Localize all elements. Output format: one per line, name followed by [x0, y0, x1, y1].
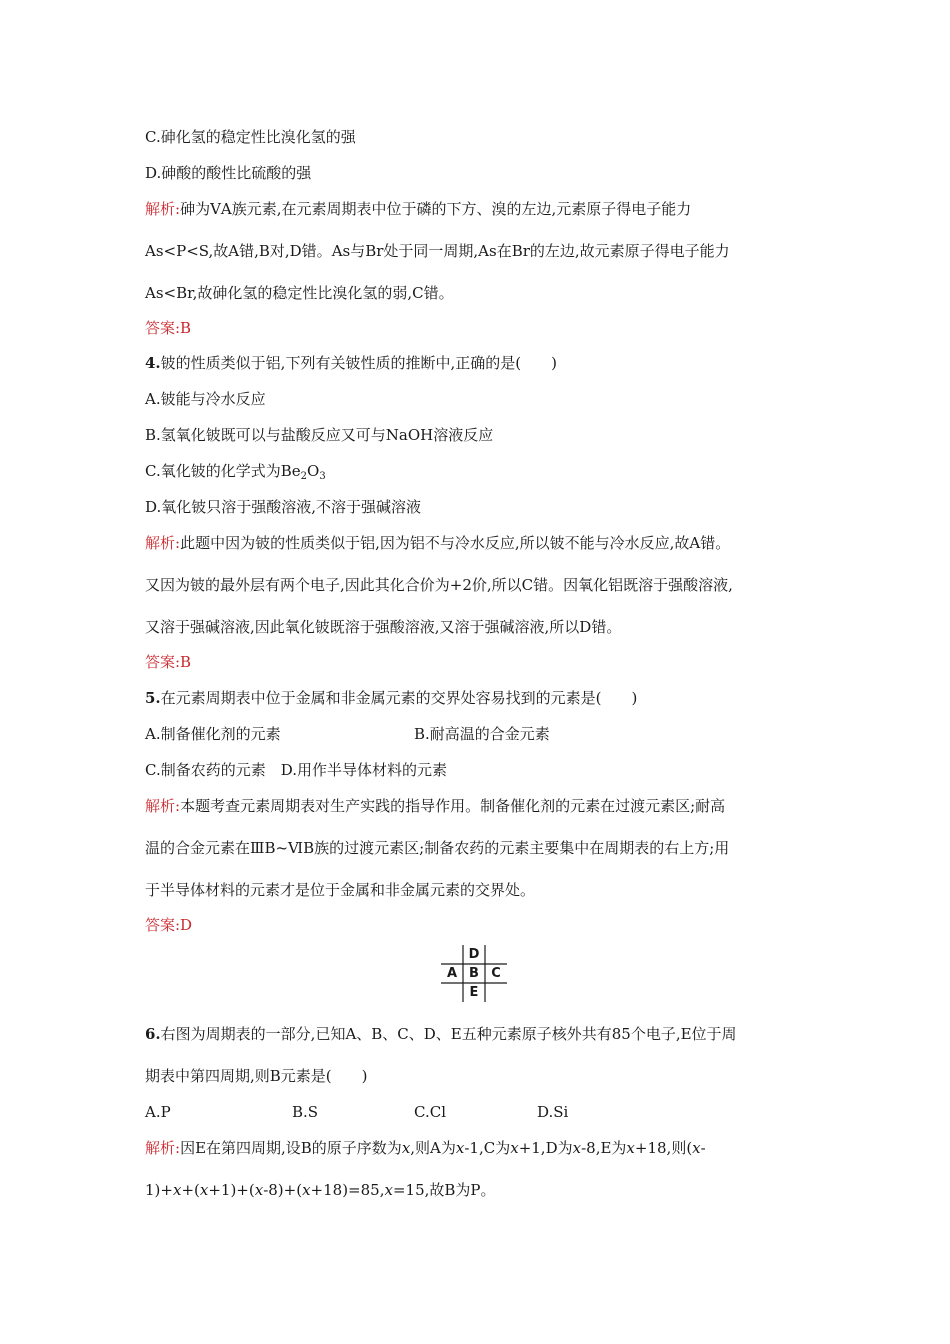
var-x: x [572, 1139, 582, 1157]
cell-e: E [469, 985, 479, 1000]
q4c-text: C.氧化铍的化学式为Be [145, 462, 301, 480]
option-c-line: C.砷化氢的稳定性比溴化氢的强 [145, 128, 356, 146]
question-6-line-1 [145, 1024, 737, 1044]
q6-explanation-1 [145, 1138, 706, 1158]
explanation-line-1 [145, 199, 691, 219]
explanation-label: 解析: [145, 534, 181, 552]
var-x: x [384, 1181, 393, 1199]
explanation-line-3: As<Br,故砷化氢的稳定性比溴化氢的弱,C错。 [145, 284, 454, 302]
option-d-line: D.砷酸的酸性比硫酸的强 [145, 164, 312, 182]
q4-option-d: D.氧化铍只溶于强酸溶液,不溶于强碱溶液 [145, 498, 422, 516]
q5-answer: 答案:D [145, 916, 193, 934]
q5-option-b: B.耐高温的合金元素 [414, 725, 550, 743]
question-4 [145, 353, 557, 373]
question-5 [145, 688, 637, 708]
q6-option-c: C.Cl [414, 1103, 446, 1121]
q6-option-d: D.Si [537, 1103, 569, 1121]
var-x: x [199, 1181, 209, 1199]
q5-option-cd: C.制备农药的元素 D.用作半导体材料的元素 [145, 761, 447, 779]
q4-option-b: B.氢氧化铍既可以与盐酸反应又可与NaOH溶液反应 [145, 426, 494, 444]
question-number: 4. [145, 354, 161, 372]
q4-option-a: A.铍能与冷水反应 [145, 390, 266, 408]
explanation-line-2: As<P<S,故A错,B对,D错。As与Br处于同一周期,As在Br的左边,故元素原子得电子能力 [145, 242, 730, 260]
cell-d: D [468, 947, 480, 962]
explanation-text: +1)+( [208, 1181, 255, 1199]
explanation-label: 解析: [145, 797, 181, 815]
var-x: x [626, 1139, 635, 1157]
explanation-text: +( [181, 1181, 200, 1199]
cell-a: A [446, 966, 458, 981]
q4-explanation-2: 又因为铍的最外层有两个电子,因此其化合价为+2价,所以C错。因氧化铝既溶于强酸溶液, [145, 576, 733, 594]
explanation-text: -8)+( [263, 1181, 303, 1199]
q5-explanation-1 [145, 796, 725, 816]
q4-explanation-3: 又溶于强碱溶液,因此氧化铍既溶于强酸溶液,又溶于强碱溶液,所以D错。 [145, 618, 622, 636]
q4-option-c [145, 461, 326, 487]
explanation-text: -1,C为 [464, 1139, 511, 1157]
explanation-label: 解析: [145, 1139, 181, 1157]
q4-explanation-1 [145, 533, 730, 553]
q6-option-a: A.P [145, 1103, 171, 1121]
explanation-text: =15,故B为P。 [392, 1181, 496, 1199]
explanation-text: 1)+ [145, 1181, 173, 1199]
var-x: x [302, 1181, 311, 1199]
q6-option-b: B.S [292, 1103, 319, 1121]
explanation-text: ,则A为 [410, 1139, 456, 1157]
var-x: x [254, 1181, 264, 1199]
explanation-text: -8,E为 [581, 1139, 627, 1157]
periodic-table-fragment [441, 945, 507, 1002]
q4-answer: 答案:B [145, 653, 192, 671]
q4c-subscript-2: 3 [319, 471, 326, 482]
explanation-text: +18,则( [634, 1139, 693, 1157]
var-x: x [510, 1139, 519, 1157]
var-x: x [455, 1139, 465, 1157]
question-text: 铍的性质类似于铝,下列有关铍性质的推断中,正确的是( ) [160, 354, 557, 372]
var-x: x [401, 1139, 411, 1157]
q5-explanation-2: 温的合金元素在ⅢB~ⅥB族的过渡元素区;制备农药的元素主要集中在周期表的右上方;用 [145, 839, 730, 857]
explanation-text: 此题中因为铍的性质类似于铝,因为铝不与冷水反应,所以铍不能与冷水反应,故A错。 [180, 534, 731, 552]
cell-b: B [469, 966, 479, 981]
var-x: x [692, 1139, 701, 1157]
explanation-label: 解析: [145, 200, 181, 218]
q5-explanation-3: 于半导体材料的元素才是位于金属和非金属元素的交界处。 [145, 881, 536, 899]
question-number: 5. [145, 689, 161, 707]
q6-explanation-2 [145, 1180, 496, 1200]
q5-option-a: A.制备催化剂的元素 [145, 725, 281, 743]
q4c-oxygen: O [307, 462, 320, 480]
question-6-line-2: 期表中第四周期,则B元素是( ) [145, 1067, 368, 1085]
q4c-subscript-1: 2 [300, 471, 307, 482]
explanation-text: +1,D为 [518, 1139, 573, 1157]
explanation-text: 因E在第四周期,设B的原子序数为 [180, 1139, 402, 1157]
explanation-text: 砷为ⅤA族元素,在元素周期表中位于磷的下方、溴的左边,元素原子得电子能力 [180, 200, 692, 218]
explanation-text: +18)=85, [310, 1181, 385, 1199]
question-number: 6. [145, 1025, 161, 1043]
question-text: 右图为周期表的一部分,已知A、B、C、D、E五种元素原子核外共有85个电子,E位于周 [160, 1025, 737, 1043]
explanation-text: 本题考查元素周期表对生产实践的指导作用。制备催化剂的元素在过渡元素区;耐高 [180, 797, 726, 815]
explanation-text: - [700, 1139, 706, 1157]
var-x: x [172, 1181, 182, 1199]
cell-c: C [491, 966, 501, 981]
question-text: 在元素周期表中位于金属和非金属元素的交界处容易找到的元素是( ) [160, 689, 638, 707]
answer-line: 答案:B [145, 319, 192, 337]
